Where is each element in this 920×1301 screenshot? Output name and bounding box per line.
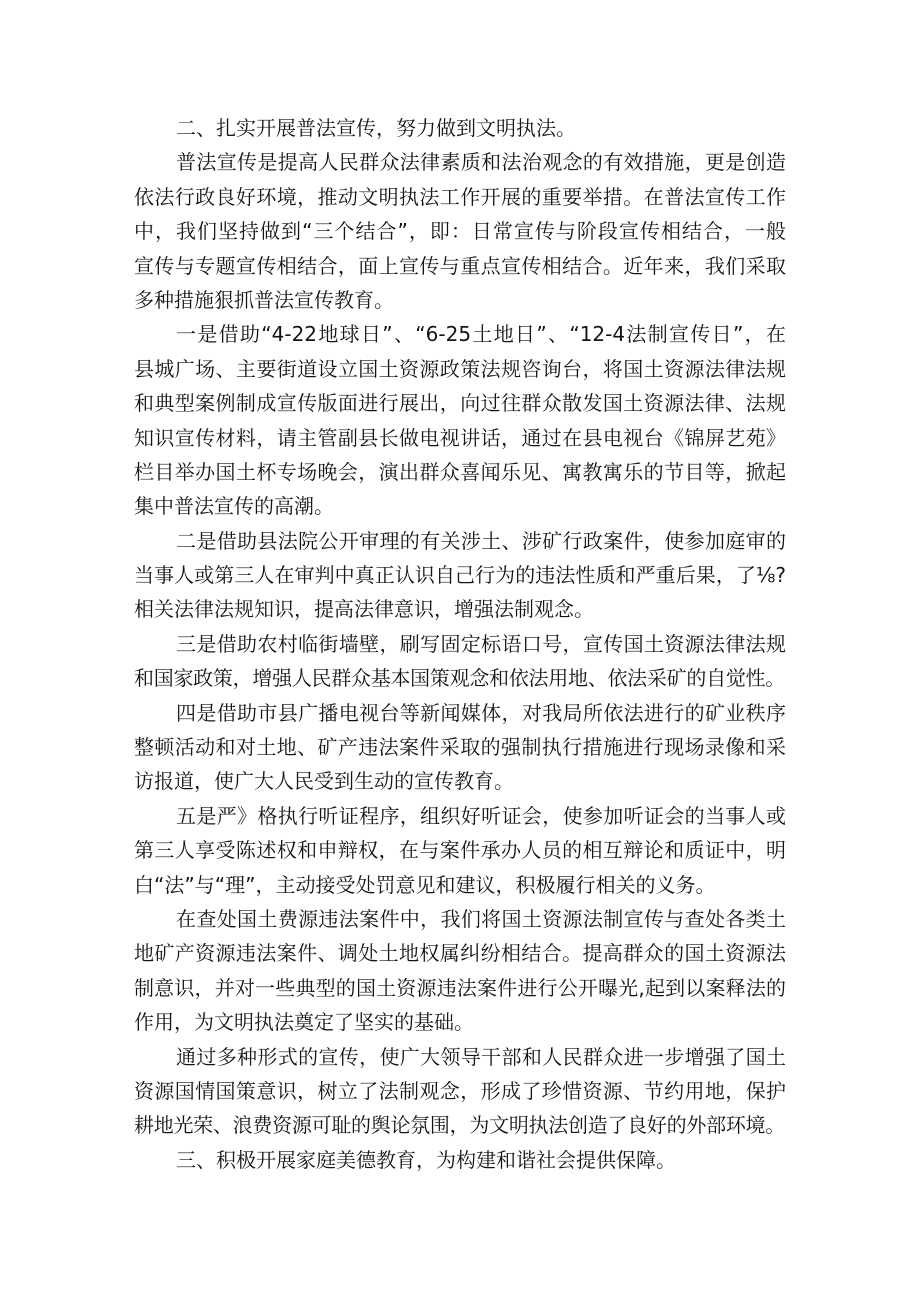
section-heading-2 (134, 111, 786, 145)
text-line: 整顿活动和对土地、矿产违法案件采取的强制执行措施进行现场录像和采 (134, 735, 786, 760)
paragraph-item-4 (134, 696, 786, 799)
text-line: 中，我们坚持做到“三个结合”，即：日常宣传与阶段宣传相结合，一般 (134, 219, 786, 244)
paragraph-item-1 (134, 317, 786, 523)
text-line: 一是借助“4-22地球日”、“6-25土地日”、“12-4法制宣传日”，在 (176, 322, 786, 347)
text-line: 耕地光荣、浪费资源可耻的舆论氛围，为文明执法创造了良好的外部环境。 (134, 1113, 785, 1138)
text-line: 制意识，并对一些典型的国土资源违法案件进行公开曝光,起到以案释法的 (134, 975, 786, 1000)
text-line: 二、扎实开展普法宣传，努力做到文明执法。 (176, 116, 576, 140)
text-line: 二是借助县法院公开审理的有关涉土、涉矿行政案件，使参加庭审的 (176, 528, 786, 553)
document-page (134, 111, 786, 1177)
paragraph-item-2 (134, 524, 786, 627)
text-line: 作用，为文明执法奠定了坚实的基础。 (134, 1010, 474, 1035)
text-line: 知识宣传材料，请主管副县长做电视讲话，通过在县电视台《锦屏艺苑》 (134, 425, 786, 450)
text-line: 白“法”与“理”，主动接受处罚意见和建议，积极履行相关的义务。 (134, 872, 716, 897)
text-line: 多种措施狠抓普法宣传教育。 (134, 287, 394, 312)
text-line: 三是借助农村临街墙壁，刷写固定标语口号，宣传国土资源法律法规 (176, 631, 786, 656)
text-line: 五是严》格执行听证程序，组织好听证会，使参加听证会的当事人或 (176, 803, 786, 828)
text-line: 资源国情国策意识，树立了法制观念，形成了珍惜资源、节约用地，保护 (134, 1078, 786, 1103)
section-heading-3 (134, 1143, 786, 1177)
text-line: 栏目举办国土杯专场晚会，演出群众喜闻乐见、寓教寓乐的节目等，掀起 (134, 459, 786, 484)
text-line: 当事人或第三人在审判中真正认识自己行为的违法性质和严重后果，了⅛? (134, 563, 786, 588)
text-line: 集中普法宣传的高潮。 (134, 494, 334, 519)
text-line: 依法行政良好环境，推动文明执法工作开展的重要举措。在普法宣传工作 (134, 184, 786, 209)
paragraph-item-5 (134, 799, 786, 902)
text-line: 在查处国土费源违法案件中，我们将国土资源法制宣传与查处各类土 (176, 906, 786, 931)
paragraph-item-3 (134, 627, 786, 696)
text-line: 相关法律法规知识，提高法律意识，增强法制观念。 (134, 597, 594, 622)
text-line: 访报道，使广大人民受到生动的宣传教育。 (134, 769, 514, 794)
text-line: 县城广场、主要街道设立国土资源政策法规咨询台，将国土资源法律法规 (134, 356, 786, 381)
text-line: 第三人享受陈述权和申辩权，在与案件承办人员的相互辩论和质证中，明 (134, 838, 786, 863)
text-line: 和国家政策，增强人民群众基本国策观念和依法用地、依法采矿的自觉性。 (134, 666, 785, 691)
text-line: 通过多种形式的宣传，使广大领导干部和人民群众进一步增强了国土 (176, 1044, 786, 1069)
text-line: 宣传与专题宣传相结合，面上宣传与重点宣传相结合。近年来，我们采取 (134, 253, 786, 278)
text-line: 地矿产资源违法案件、调处土地权属纠纷相结合。提高群众的国土资源法 (134, 941, 786, 966)
text-line: 三、积极开展家庭美德教育，为构建和谐社会提供保障。 (176, 1147, 676, 1172)
text-line: 和典型案例制成宣传版面进行展出，向过往群众散发国土资源法律、法规 (134, 391, 786, 416)
text-line: 四是借助市县广播电视台等新闻媒体，对我局所依法进行的矿业秩序 (176, 700, 786, 725)
paragraph-case-handling (134, 902, 786, 1040)
paragraph-summary (134, 1040, 786, 1143)
paragraph-intro (134, 145, 786, 317)
text-line: 普法宣传是提高人民群众法律素质和法治观念的有效措施，更是创造 (176, 150, 786, 175)
